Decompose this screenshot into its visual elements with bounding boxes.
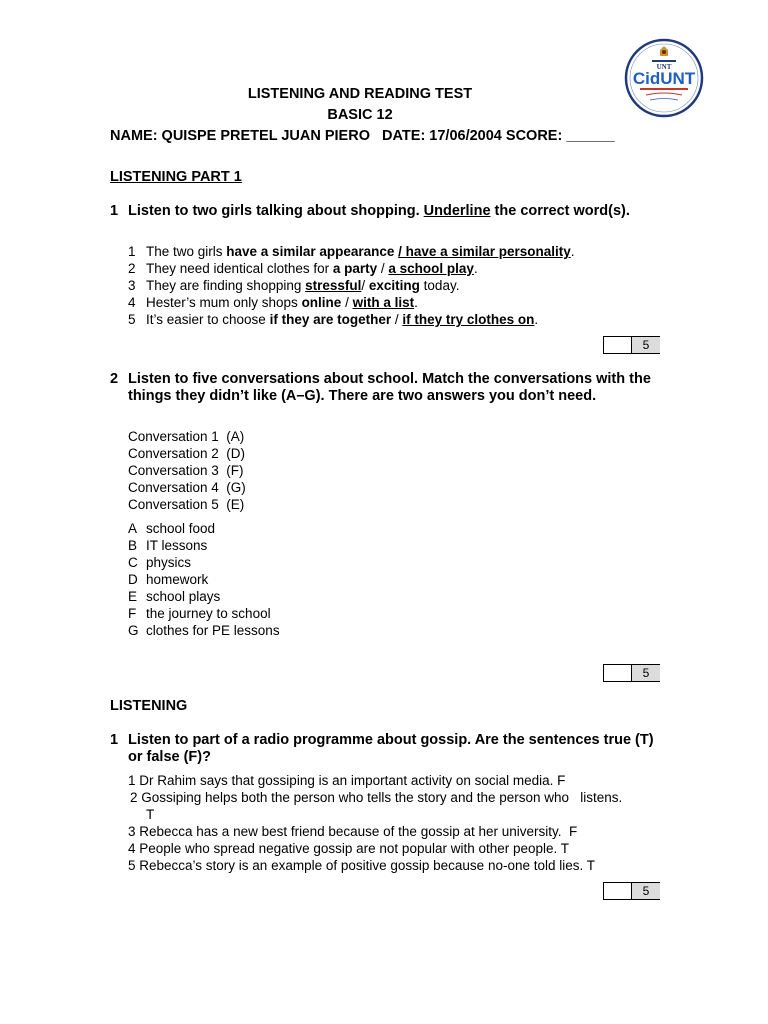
list-item: Conversation 1 (A): [128, 429, 245, 444]
question-3-instructions: Listen to part of a radio programme about gossip. Are the sentences true (T) or false (F)?: [128, 732, 654, 765]
list-item: T: [146, 807, 155, 822]
list-item: 1 Dr Rahim says that gossiping is an important activity on social media. F: [128, 773, 566, 788]
test-title: LISTENING AND READING TEST: [247, 86, 473, 102]
list-item: C physics: [128, 555, 192, 570]
svg-text:CidUNT: CidUNT: [632, 69, 696, 88]
list-item: Conversation 2 (D): [128, 446, 246, 461]
list-item: 5 It’s easier to choose if they are together / if they try clothes on.: [128, 312, 539, 327]
cidunt-logo: [624, 38, 704, 118]
list-item: B IT lessons: [128, 538, 208, 553]
question-number: 1: [110, 732, 119, 748]
list-item: A school food: [128, 521, 216, 536]
list-item: F the journey to school: [128, 606, 271, 621]
list-item: G clothes for PE lessons: [128, 623, 280, 638]
score-input[interactable]: [604, 337, 631, 353]
question-1-instructions: Listen to two girls talking about shopping. Underline the correct word(s).: [128, 203, 630, 219]
list-item: 1 The two girls have a similar appearance / have a similar personality.: [128, 244, 575, 259]
test-level: BASIC 12: [327, 107, 393, 123]
list-item: 2 They need identical clothes for a party / a school play.: [128, 261, 478, 276]
name-line: NAME: QUISPE PRETEL JUAN PIERO DATE: 17/06/2004 SCORE: ______: [110, 128, 615, 144]
question-1-items: [128, 243, 575, 328]
list-item: 4 Hester’s mum only shops online / with a list.: [128, 295, 418, 310]
svg-text:UNT: UNT: [656, 63, 672, 71]
section-heading-listening: LISTENING: [110, 698, 188, 714]
list-item: Conversation 3 (F): [128, 463, 244, 478]
score-box: [603, 664, 660, 682]
question-2-instructions: Listen to five conversations about school. Match the conversations with the things they didn’t like (A–G). There are two answers you don’t need.: [128, 371, 651, 404]
max-points: 5: [631, 665, 660, 681]
question-number: 1: [110, 203, 119, 219]
list-item: Conversation 4 (G): [128, 480, 246, 495]
list-item: Conversation 5 (E): [128, 497, 245, 512]
list-item: 3 They are finding shopping stressful/ exciting today.: [128, 278, 460, 293]
true-false-items: [128, 772, 622, 874]
list-item: 3 Rebecca has a new best friend because of the gossip at her university. F: [128, 824, 578, 839]
section-heading-part1: LISTENING PART 1: [110, 169, 242, 185]
conversation-list: [128, 428, 246, 513]
max-points: 5: [631, 883, 660, 899]
list-item: E school plays: [128, 589, 221, 604]
list-item: D homework: [128, 572, 209, 587]
list-item: 4 People who spread negative gossip are not popular with other people. T: [128, 841, 570, 856]
list-item: 5 Rebecca’s story is an example of positive gossip because no-one told lies. T: [128, 858, 596, 873]
score-box: [603, 882, 660, 900]
list-item: 2 Gossiping helps both the person who tells the story and the person who listens.: [130, 790, 623, 805]
question-number: 2: [110, 371, 119, 387]
score-input[interactable]: [604, 883, 631, 899]
max-points: 5: [631, 337, 660, 353]
answer-options: [128, 520, 280, 639]
score-input[interactable]: [604, 665, 631, 681]
score-box: [603, 336, 660, 354]
